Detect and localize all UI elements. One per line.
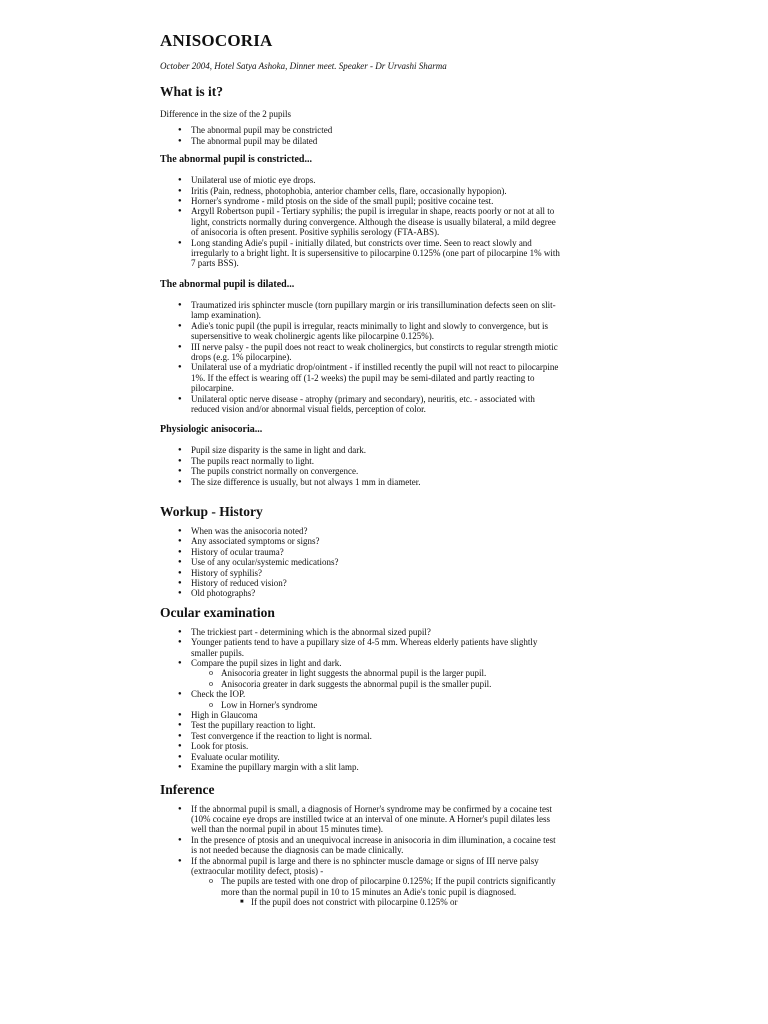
workup-list (160, 526, 560, 599)
list-item: ● Examine the pupillary margin with a slit lamp. (191, 762, 560, 772)
list-item: ● Unilateral use of a mydriatic drop/ointment - if instilled recently the pupil will not react to pilocarpine 1%. If the effect is wearing off (1-2 weeks) the pupil may be semi-dilated and partly reacting to pilocarpine. (191, 362, 560, 393)
list-item: ● Iritis (Pain, redness, photophobia, anterior chamber cells, flare, occasionally hypopion). (191, 186, 560, 196)
heading-dilated: The abnormal pupil is dilated... (160, 278, 295, 290)
heading-what-is-it: What is it? (160, 84, 224, 99)
document-content (160, 30, 560, 908)
list-item: ● The abnormal pupil may be constricted (191, 125, 560, 135)
sublist-item (221, 876, 560, 907)
inference-list (160, 804, 560, 908)
list-item: ● Adie's tonic pupil (the pupil is irregular, reacts minimally to light and slowly to convergence, but is supersensitive to weak cholinergic agents like pilocarpine 0.125%). (191, 321, 560, 342)
heading-physiologic: Physiologic anisocoria... (160, 424, 263, 436)
ocular-list (160, 627, 560, 773)
heading-constricted: The abnormal pupil is constricted... (160, 154, 312, 166)
list-item: ● Traumatized iris sphincter muscle (torn pupillary margin or iris transillumination defects seen on slit-lamp examination). (191, 300, 560, 321)
list-item: ● In the presence of ptosis and an unequivocal increase in anisocoria in dim illumination, a cocaine test is not needed because the diagnosis can be made clinically. (191, 835, 560, 856)
sublist-item: o Anisocoria greater in dark suggests the abnormal pupil is the smaller pupil. (221, 679, 560, 689)
list-item: ● The pupils constrict normally on convergence. (191, 466, 560, 476)
list-item-text: If the abnormal pupil is large and there is no sphincter muscle damage or signs of III nerve palsy (extraocular motility defect, ptosis) - (191, 855, 539, 876)
list-item: ● Argyll Robertson pupil - Tertiary syphilis; the pupil is irregular in shape, reacts poorly or not at all to light, constricts normally during convergence. Although the disease is usually bilateral, a mild degree of anisocoria is often present. Positive syphilis serology (FTA-ABS). (191, 206, 560, 237)
sublist-item: o Low in Horner's syndrome (221, 700, 560, 710)
list-item-text: Check the IOP. (191, 689, 246, 700)
list-item: ● The trickiest part - determining which is the abnormal sized pupil? (191, 627, 560, 637)
list-item (191, 689, 560, 710)
list-item: ● Long standing Adie's pupil - initially dilated, but constricts over time. Seen to react slowly and irregularly to a bright light. It is supersensitive to pilocarpine 0.125% (one part of pilocarpine 1% with 7 parts BSS). (191, 238, 560, 269)
subtitle: October 2004, Hotel Satya Ashoka, Dinner meet. Speaker - Dr Urvashi Sharma (160, 61, 447, 71)
page-title: ANISOCORIA (160, 31, 273, 50)
dilated-list (160, 300, 560, 414)
list-item: ● The abnormal pupil may be dilated (191, 136, 560, 146)
list-item: ● When was the anisocoria noted? (191, 526, 560, 536)
heading-workup-history: Workup - History (160, 503, 263, 519)
list-item: ● Pupil size disparity is the same in light and dark. (191, 445, 560, 455)
list-item: ● Unilateral optic nerve disease - atrophy (primary and secondary), neuritis, etc. - associated with reduced vision and/or abnormal visual fields, perception of color. (191, 394, 560, 415)
list-item: ● History of ocular trauma? (191, 547, 560, 557)
list-item: ● High in Glaucoma (191, 710, 560, 720)
list-item: ● History of reduced vision? (191, 578, 560, 588)
list-item: ● Unilateral use of miotic eye drops. (191, 175, 560, 185)
list-item: ● History of syphilis? (191, 568, 560, 578)
list-item: ● Test convergence if the reaction to light is normal. (191, 731, 560, 741)
list-item: ● The pupils react normally to light. (191, 456, 560, 466)
list-item: ● The size difference is usually, but not always 1 mm in diameter. (191, 477, 560, 487)
what-list (160, 125, 560, 146)
list-item: ● III nerve palsy - the pupil does not react to weak cholinergics, but constircts to regular strength miotic drops (e.g. 1% pilocarpine). (191, 342, 560, 363)
physiologic-list (160, 445, 560, 487)
heading-ocular-examination: Ocular examination (160, 604, 275, 620)
list-item: ● Test the pupillary reaction to light. (191, 720, 560, 730)
list-item: ● If the abnormal pupil is small, a diagnosis of Horner's syndrome may be confirmed by a cocaine test (10% cocaine eye drops are instilled twice at an interval of one minute. A Horner's pupil dilates less well than the normal pupil in about 15 minutes time). (191, 804, 560, 835)
list-item: ● Use of any ocular/systemic medications? (191, 557, 560, 567)
what-intro: Difference in the size of the 2 pupils (160, 109, 292, 119)
list-item: ● Horner's syndrome - mild ptosis on the side of the small pupil; positive cocaine test. (191, 196, 560, 206)
nested-sublist-item: ■ If the pupil does not constrict with pilocarpine 0.125% or (251, 897, 560, 907)
sublist (191, 876, 560, 907)
sublist-item: o Anisocoria greater in light suggests the abnormal pupil is the larger pupil. (221, 668, 560, 678)
sublist (191, 668, 560, 689)
heading-inference: Inference (160, 781, 215, 797)
nested-sublist (221, 897, 560, 907)
list-item (191, 856, 560, 908)
list-item: ● Any associated symptoms or signs? (191, 536, 560, 546)
list-item: ● Look for ptosis. (191, 741, 560, 751)
list-item (191, 658, 560, 689)
sublist (191, 700, 560, 710)
list-item: ● Evaluate ocular motility. (191, 752, 560, 762)
sublist-item-text: The pupils are tested with one drop of pilocarpine 0.125%; If the pupil contricts significantly more than the normal pupil in 10 to 15 minutes an Adie's tonic pupil is diagnosed. (221, 876, 556, 897)
list-item-text: Compare the pupil sizes in light and dark. (191, 658, 342, 669)
list-item: ● Old photographs? (191, 588, 560, 598)
constricted-list (160, 175, 560, 269)
list-item: ● Younger patients tend to have a pupillary size of 4-5 mm. Whereas elderly patients have slightly smaller pupils. (191, 637, 560, 658)
